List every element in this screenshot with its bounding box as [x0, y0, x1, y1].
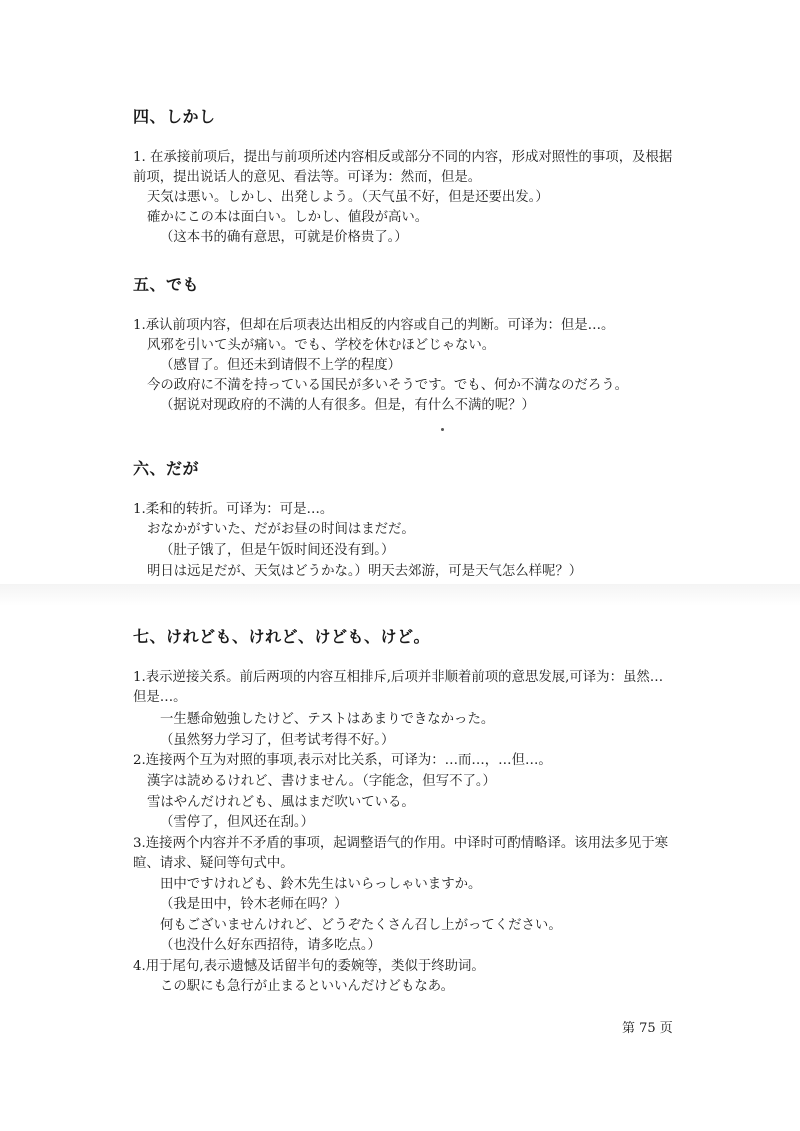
- section-keredomo-translation: （我是田中，铃木老师在吗？）: [160, 897, 348, 912]
- section-heading-keredomo: 七、けれども、けれど、けども、けど。: [133, 627, 431, 646]
- section-heading-daga: 六、だが: [133, 459, 200, 478]
- section-shikashi-line: 前项，提出说话人的意见、看法等。可译为：然而，但是。: [133, 170, 482, 185]
- section-keredomo-line: 但是…。: [133, 690, 187, 705]
- section-keredomo-line: 2.连接两个互为对照的事项,表示对比关系，可译为：…而…，…但…。: [133, 753, 552, 768]
- section-keredomo-translation: （雪停了，但风还在刮。）: [160, 815, 314, 830]
- section-demo-translation: （感冒了。但还未到请假不上学的程度）: [160, 358, 402, 373]
- scan-seam: [0, 584, 800, 606]
- section-keredomo-example: 一生懸命勉強したけど、テストはあまりできなかった。: [160, 712, 495, 727]
- section-daga-example: おなかがすいた、だがお昼の时间はまだだ。: [147, 522, 415, 537]
- section-keredomo-line: 暄、请求、疑问等句式中。: [133, 856, 294, 871]
- section-demo-translation: （据说对现政府的不满的人有很多。但是，有什么不满的呢？）: [160, 398, 535, 413]
- section-shikashi-example: 確かにこの本は面白い。しかし、値段が高い。: [147, 210, 429, 225]
- section-shikashi-line: 1. 在承接前项后，提出与前项所述内容相反或部分不同的内容，形成对照性的事项，及根据: [133, 150, 673, 165]
- section-demo-line: 1.承认前项内容，但却在后项表达出相反的内容或自己的判断。可译为：但是…。: [133, 318, 615, 333]
- section-shikashi-translation: （这本书的确有意思，可就是价格贵了。）: [160, 230, 408, 245]
- section-demo-example: 今の政府に不満を持っている国民が多いそうです。でも、何か不満なのだろう。: [147, 378, 628, 393]
- section-demo-example: 风邪を引いて头が痛い。でも、学校を休むほどじゃない。: [147, 338, 496, 353]
- section-keredomo-example: この駅にも急行が止まるといいんだけどもなあ。: [160, 979, 455, 994]
- section-keredomo-example: 漢字は読めるけれど、書けません。（字能念，但写不了。）: [147, 774, 496, 789]
- section-keredomo-line: 1.表示逆接关系。前后两项的内容互相排斥,后项并非顺着前项的意思发展,可译为：虽然…: [133, 670, 664, 685]
- section-keredomo-line: 4.用于尾句,表示遗憾及话留半句的委婉等，类似于终助词。: [133, 959, 485, 974]
- section-daga-translation: （肚子饿了，但是午饭时间还没有到。）: [160, 543, 395, 558]
- section-heading-demo: 五、でも: [133, 275, 200, 294]
- section-shikashi-example: 天気は悪い。しかし、出発しよう。（天气虽不好，但是还要出发。）: [147, 190, 549, 205]
- section-keredomo-example: 田中ですけれども、鈴木先生はいらっしゃいますか。: [160, 877, 482, 892]
- section-daga-example: 明日は远足だが、天気はどうかな。）明天去郊游，可是天气怎么样呢？）: [147, 564, 583, 579]
- section-heading-shikashi: 四、しかし: [133, 107, 216, 126]
- scan-speck: [441, 428, 444, 431]
- section-daga-line: 1.柔和的转折。可译为：可是…。: [133, 502, 334, 517]
- section-keredomo-line: 3.连接两个内容并不矛盾的事项，起调整语气的作用。中译时可酌情略译。该用法多见于寒: [133, 836, 669, 851]
- section-keredomo-translation: （也没什么好东西招待，请多吃点。）: [160, 938, 381, 953]
- section-keredomo-translation: （虽然努力学习了，但考试考得不好。）: [160, 733, 395, 748]
- section-keredomo-example: 雪はやんだけれども、風はまだ吹いている。: [147, 795, 415, 810]
- section-keredomo-example: 何もございませんけれど、どうぞたくさん召し上がってください。: [160, 918, 562, 933]
- page-number: 第 75 页: [622, 1021, 673, 1036]
